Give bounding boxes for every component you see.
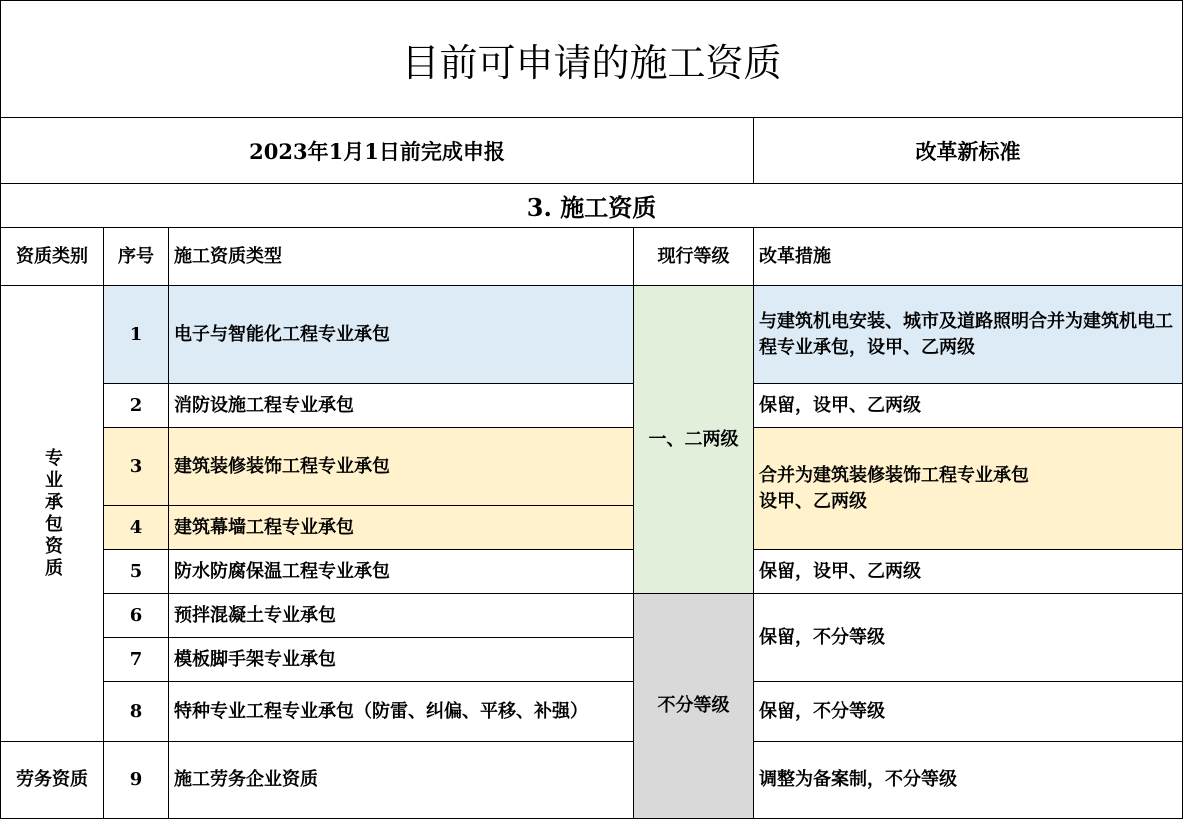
row-type: 消防设施工程专业承包 bbox=[169, 384, 634, 428]
row-type: 建筑装修装饰工程专业承包 bbox=[169, 428, 634, 506]
category-specialty-label: 专业承包资质 bbox=[42, 447, 63, 580]
row-no: 4 bbox=[104, 506, 169, 550]
row-type: 特种专业工程专业承包（防雷、纠偏、平移、补强） bbox=[169, 682, 634, 742]
grade-group-2: 不分等级 bbox=[634, 594, 754, 818]
reform-filing: 调整为备案制，不分等级 bbox=[759, 769, 957, 790]
row-no: 3 bbox=[104, 428, 169, 506]
category-specialty bbox=[1, 286, 104, 742]
row-no: 9 bbox=[104, 742, 169, 818]
grade-group-1-label: 一、二两级 bbox=[648, 428, 739, 450]
row-type: 施工劳务企业资质 bbox=[169, 742, 634, 818]
category-labor: 劳务资质 bbox=[1, 742, 104, 818]
section-title: 3. 施工资质 bbox=[1, 184, 1182, 228]
row-type: 模板脚手架专业承包 bbox=[169, 638, 634, 682]
col-header-category: 资质类别 bbox=[1, 228, 104, 286]
row-type: 建筑幕墙工程专业承包 bbox=[169, 506, 634, 550]
page-title: 目前可申请的施工资质 bbox=[1, 1, 1182, 118]
row-type: 预拌混凝土专业承包 bbox=[169, 594, 634, 638]
col-header-reform: 改革措施 bbox=[754, 228, 1182, 286]
reform-keep: 保留，设甲、乙两级 bbox=[754, 384, 1182, 428]
col-header-grade: 现行等级 bbox=[634, 228, 754, 286]
row-type: 电子与智能化工程专业承包 bbox=[169, 286, 634, 384]
row-no: 7 bbox=[104, 638, 169, 682]
reform-keep-ungraded: 保留，不分等级 bbox=[754, 594, 1182, 682]
reform-merge-electrical: 与建筑机电安装、城市及道路照明合并为建筑机电工程专业承包，设甲、乙两级 bbox=[754, 286, 1182, 384]
col-header-no: 序号 bbox=[104, 228, 169, 286]
reform-merge-decoration: 合并为建筑装修装饰工程专业承包 设甲、乙两级 bbox=[754, 428, 1182, 550]
header-reform-standard: 改革新标准 bbox=[754, 118, 1182, 184]
row-no: 2 bbox=[104, 384, 169, 428]
row-no: 1 bbox=[104, 286, 169, 384]
grade-group-1 bbox=[634, 286, 754, 594]
row-no: 6 bbox=[104, 594, 169, 638]
reform-keep: 保留，设甲、乙两级 bbox=[754, 550, 1182, 594]
col-header-type: 施工资质类型 bbox=[169, 228, 634, 286]
row-no: 5 bbox=[104, 550, 169, 594]
header-deadline: 2023年1月1日前完成申报 bbox=[1, 118, 754, 184]
reform-keep-ungraded: 保留，不分等级 bbox=[754, 682, 1182, 742]
row-no: 8 bbox=[104, 682, 169, 742]
row-type: 防水防腐保温工程专业承包 bbox=[169, 550, 634, 594]
